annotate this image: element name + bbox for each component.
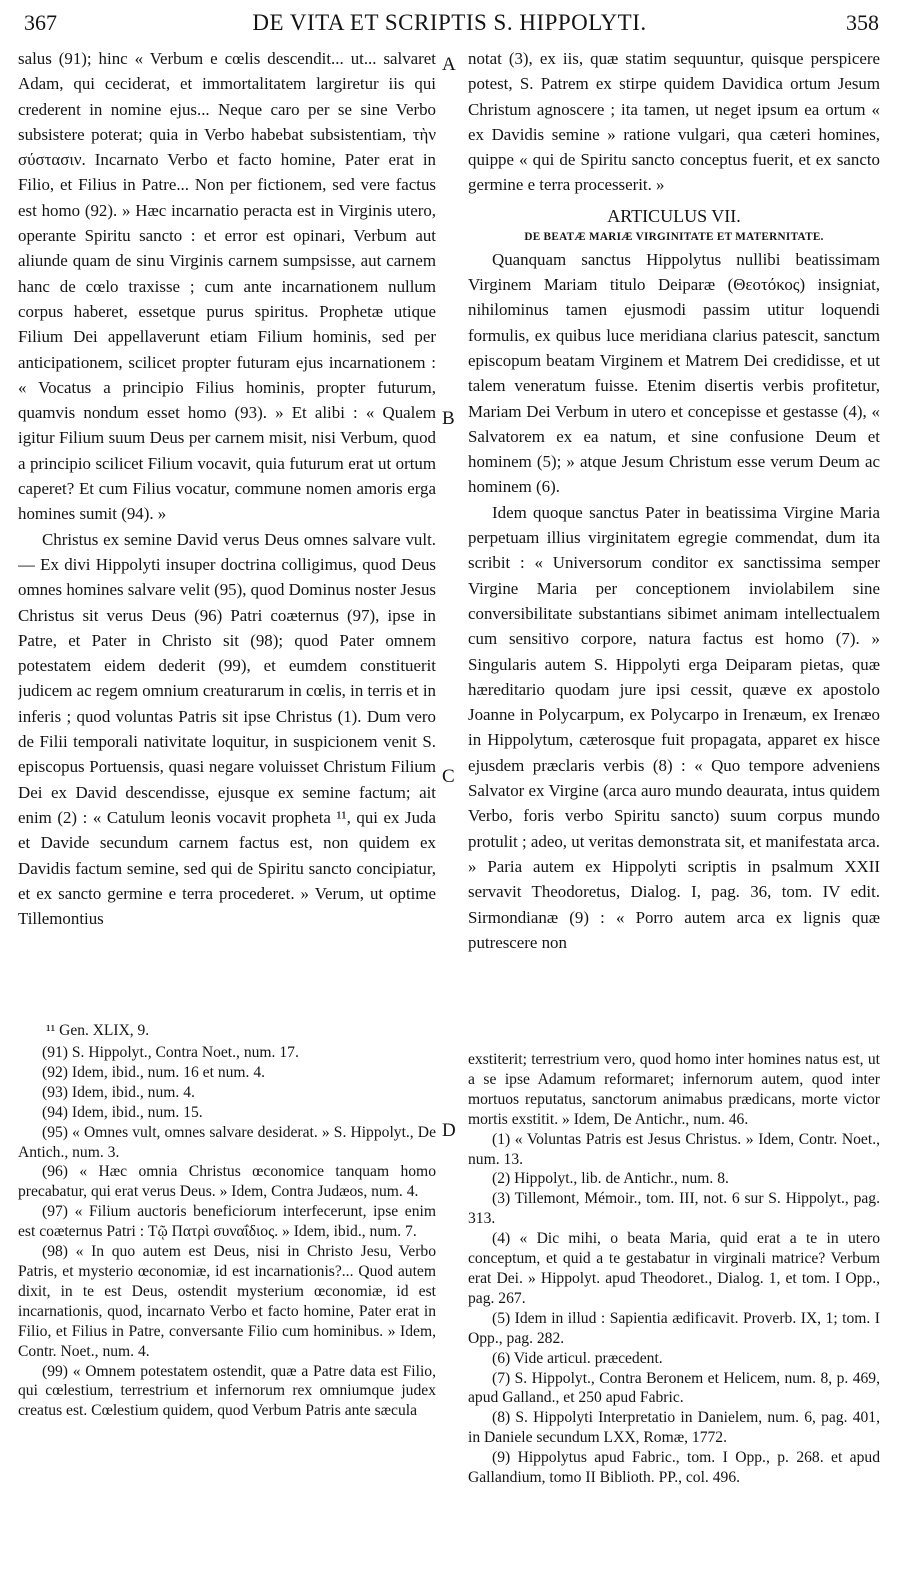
notes-left — [18, 1043, 436, 1563]
note: (98) « In quo autem est Deus, nisi in Christo Jesu, Verbo Patris, et mysterio œconomiæ, id est incarnationis?... Quod autem dixit, in te est Deus, ostendit mysterium œconomiæ, id est incarnationis, quod, incarnato Verbo et facto homine, Pater erat in Filio, et Filius in Patre, conversante Filio cum hominibus. » Idem, Contr. Noet., num. 4. — [18, 1243, 436, 1360]
note: (99) « Omnem potestatem ostendit, quæ a Patre data est Filio, qui cœlestium, terrestrium et infernorum rex omniumque judex creatus est. Cœlestium quidem, quod Verbum Patris ante sæcula — [18, 1362, 436, 1420]
note: (7) S. Hippolyt., Contra Beronem et Helicem, num. 8, p. 469, apud Galland., et 250 apud Fabric. — [468, 1369, 880, 1407]
right-column — [468, 46, 880, 1036]
note: (3) Tillemont, Mémoir., tom. III, not. 6 sur S. Hippolyt., pag. 313. — [468, 1190, 880, 1228]
note: (4) « Dic mihi, o beata Maria, quid erat a te in utero conceptum, et quid a te gestabatur in virginali matrice? Verbum erat Dei. » Hippolyt. apud Theodoret., Dialog. 1, et tom. I Opp., pag. 267. — [468, 1230, 880, 1307]
note: (92) Idem, ibid., num. 16 et num. 4. — [42, 1063, 266, 1081]
right-paragraph: Idem quoque sanctus Pater in beatissima Virgine Maria perpetuam illius virginitatem egregie commendat, dum ita scribit : « Universorum conditor ex sanctissima semper Virgine Maria per conceptionem inviolabilem sine conversibilitate substantians sibimet animam intellectualem cum sensitivo corpore, natura factus est homo (7). » Singularis autem S. Hippolyti erga Deiparam pietas, quæ hæreditario quodam jure ipsi cessit, quæve ex apostolo Joanne in Polycarpum, ex Polycarpo in Irenæum, ex Irenæo in Hippolytum, cæterosque fuit propagata, apparet ex hisce ejusdem præclaris verbis (8) : « Quo tempore adveniens Salvator ex Virgine (arca auro mundo deaurata, intus quidem Verbo, foris verbo Spiritu sancto) suum corpus mundo protulit ; adeo, ut veritas demonstrata sit, et manifestata arca. » Paria autem ex Hippolyti scriptis in psalmum XXII servavit Theodoretus, Dialog. I, pag. 36, tom. IV edit. Sirmondianæ (9) : « Porro autem arca ex lignis quæ putrescere non — [468, 502, 880, 952]
note: (96) « Hæc omnia Christus œconomice tanquam homo precabatur, qui erat verus Deus. » Idem, Contra Judæos, num. 4. — [18, 1163, 436, 1201]
note: (2) Hippolyt., lib. de Antichr., num. 8. — [492, 1170, 729, 1188]
note: (95) « Omnes vult, omnes salvare desiderat. » S. Hippolyt., De Antich., num. 3. — [18, 1123, 436, 1161]
footnote-marker-note: ¹¹ Gen. XLIX, 9. — [46, 1022, 150, 1039]
page-number-right: 358 — [846, 10, 879, 35]
left-paragraph: salus (91); hinc « Verbum e cœlis descendit... ut... salvaret Adam, qui ceciderat, et immortalitatem largiretur iis qui crederent in nomine ejus... Neque caro per se sine Verbo subsistere poterat; quia in Verbo habebat subsistentiam, τὴν σύστασιν. Incarnato Verbo et facto homine, Pater erat in Filio, et Filius in Patre... Non per fictionem, sed vere factus est homo (92). » Hæc incarnatio peracta est in Virginis utero, operante Spiritu sancto : et error est opinari, Verbum aut aliunde quam de sinu Virginis carnem sumpsisse, aut carnem hanc de cœlo traxisse ; cum ante incarnationem nullum corpus haberet, essetque purus spiritus. Prophetæ utique Filium Dei appellaverunt etiam Filium hominis, sed per anticipationem, scilicet propter futuram ejus incarnationem : « Vocatus a principio Filius hominis, propter futurum, quamvis nondum esset homo (93). » Et alibi : « Qualem igitur Filium suum Deus per carnem misit, nisi Verbum, quod a principio scilicet Filium vocavit, quia futurum erat ut ortum caperet? Et cum Filius vocatur, commune nomen amoris erga homines sumit (94). » — [18, 49, 436, 524]
article-title: ARTICULUS VII. — [607, 205, 741, 226]
note: (5) Idem in illud : Sapientia ædificavit. Proverb. IX, 1; tom. I Opp., pag. 282. — [468, 1309, 880, 1347]
running-title: DE VITA ET SCRIPTIS S. HIPPOLYTI. — [252, 10, 647, 35]
notes-right — [468, 1050, 880, 1565]
note: (94) Idem, ibid., num. 15. — [42, 1103, 203, 1121]
note: (6) Vide articul. præcedent. — [492, 1349, 663, 1367]
margin-letter-c: C — [442, 766, 455, 787]
note: (93) Idem, ibid., num. 4. — [42, 1083, 195, 1101]
right-paragraph: Quanquam sanctus Hippolytus nullibi beatissimam Virginem Mariam titulo Deiparæ (Θεοτόκος) insigniat, nihilominus tamen ejusmodi passim utitur loquendi formulis, ex quibus luce meridiana clarius patescit, sanctum episcopum beatam Virginem et Matrem Dei credidisse, et ut talem veneratum fuisse. Etenim disertis verbis profitetur, Mariam Dei Verbum in utero et concepisse et gestasse (4), « Salvatorem ex ea natum, et sine confusione Deum et hominem (5); » atque Jesum Christum esse verum Deum ac hominem (6). — [468, 249, 880, 497]
right-paragraph: notat (3), ex iis, quæ statim sequuntur, quisque perspicere potest, S. Patrem ex stirpe quidem Davidica ortum Jesum Christum agnoscere ; ita tamen, ut neget ipsum ea ortum « ex Davidis semine » ratione vulgari, qua cæteri homines, quippe « qui de Spiritu sancto conceptus fuerit, et ex sancto germine e terra processerit. » — [468, 49, 880, 195]
margin-letter-a: A — [442, 54, 456, 75]
left-column — [18, 46, 436, 1016]
margin-letter-d: D — [442, 1120, 456, 1141]
running-header — [0, 4, 899, 44]
note: (9) Hippolytus apud Fabric., tom. I Opp., p. 268. et apud Gallandium, tomo II Biblioth. PP., col. 496. — [468, 1449, 880, 1487]
note: exstiterit; terrestrium vero, quod homo inter homines natus est, ut a se ipse Adamum reformaret; infernorum autem, quod inter mortuos reputatus, sanctorum animabus prædicans, morte victor mortis exstitit. » Idem, De Antichr., num. 46. — [468, 1051, 880, 1128]
margin-letter-b: B — [442, 408, 455, 429]
note: (1) « Voluntas Patris est Jesus Christus. » Idem, Contr. Noet., num. 13. — [468, 1130, 880, 1168]
article-subtitle: DE BEATÆ MARIÆ VIRGINITATE ET MATERNITATE. — [524, 230, 824, 243]
note: (91) S. Hippolyt., Contra Noet., num. 17. — [42, 1044, 299, 1061]
left-paragraph: Christus ex semine David verus Deus omnes salvare vult. — Ex divi Hippolyti insuper doctrina colligimus, quod Deus omnes homines salvare velit (95), quod Dominus noster Jesus Christus sit verus Deus (96) Patri coæternus (97), ipse in Patre, et Pater in Christo sit (98); quod Pater omnem potestatem eidem dederit (99), et eumdem constituerit judicem ac regem omnium creaturarum in cœlis, in terris et in inferis ; quod voluntas Patris sit ipse Christus (1). Dum vero de Filii temporali nativitate loquitur, in suspicionem venit S. episcopus Portuensis, quasi negare voluisset Christum Filium Dei ex David descendisse, ejusque ex semine factum; ait enim (2) : « Catulum leonis vocavit propheta ¹¹, qui ex Juda et Davide secundum carnem factus est, non quidem ex Davidis factum semine, sed qui de Spiritu sancto concipiatur, et ex sancto germine e terra procederet. » Verum, ut optime Tillemontius — [18, 529, 436, 929]
note: (8) S. Hippolyti Interpretatio in Danielem, num. 6, pag. 401, in Daniele secundum LXX, Romæ, 1772. — [468, 1409, 880, 1447]
page-number-left: 367 — [24, 10, 57, 35]
note: (97) « Filium auctoris beneficiorum interfecerunt, ipse enim est coæternus Patri : Τῷ Πατρὶ συναΐδιος. » Idem, ibid., num. 7. — [18, 1203, 436, 1241]
